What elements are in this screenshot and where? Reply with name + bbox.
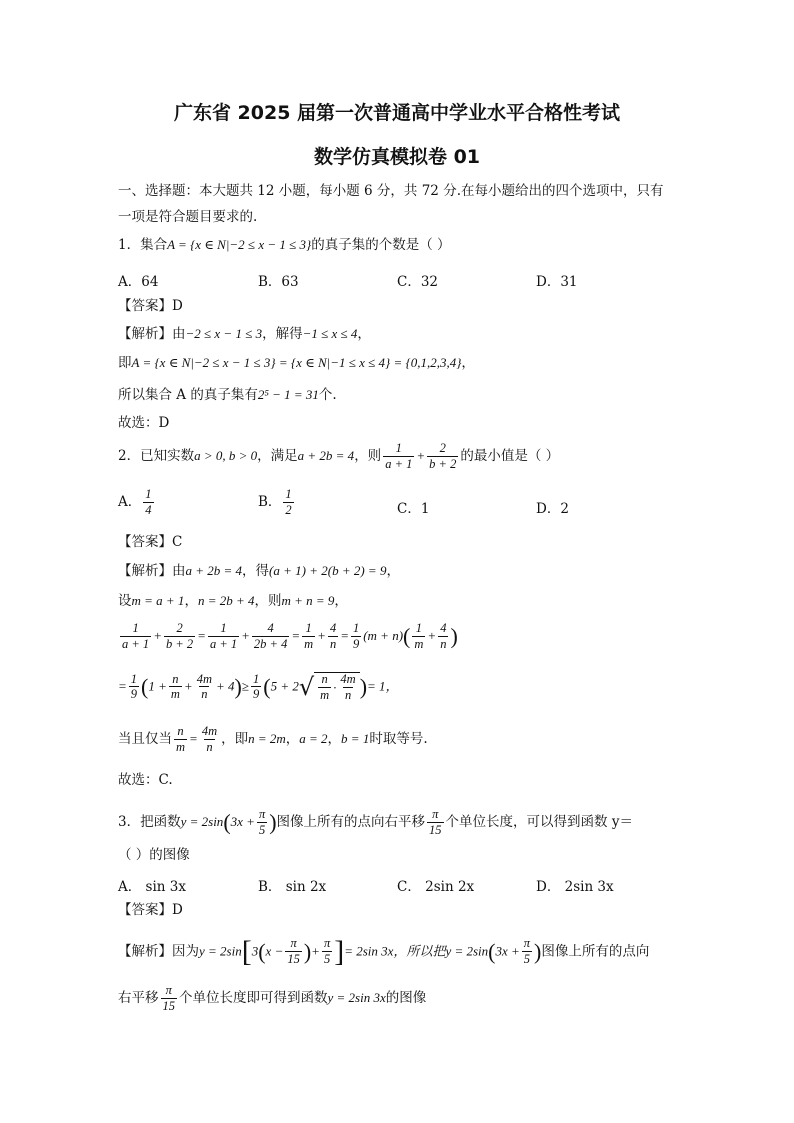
q3-option-b: B． sin 2x [258,879,327,895]
q2-option-c: C．1 [397,501,430,517]
q1-solution-line-2: 即A = {x ∈ N|−2 ≤ x − 1 ≤ 3} = {x ∈ N|−1 ≤ x ≤ 4} = {0,1,2,3,4}， [118,355,475,371]
q3-option-d: D． 2sin 3x [536,879,614,895]
q2-solution-line-2: 设m = a + 1，n = 2b + 4，则m + n = 9， [118,593,348,609]
q2-option-a: A． $\frac{1}{4}$ [118,487,152,517]
section-instruction-cont: 一项是符合题目要求的. [118,209,258,225]
fraction: $\frac{2}{b + 2}$ [429,441,457,471]
q1-solution-line-1: 【解析】由−2 ≤ x − 1 ≤ 3，解得−1 ≤ x ≤ 4， [118,326,371,342]
q2-choice: 故选：C. [118,772,173,788]
q1-solution-line-3: 所以集合 A 的真子集有2⁵ − 1 = 31个. [118,387,337,403]
q2-answer: 【答案】C [118,534,183,550]
fraction: $\frac{1}{a + 1}$ [385,441,413,471]
q2-solution-line-1: 【解析】由a + 2b = 4，得(a + 1) + 2(b + 2) = 9， [118,563,400,579]
q3-option-a: A． sin 3x [118,879,186,895]
document-subtitle: 数学仿真模拟卷 01 [313,146,481,168]
q1-answer: 【答案】D [118,298,183,314]
square-root: √ $\frac{n}{m}$ · $\frac{4m}{n}$ [299,672,360,702]
question-3: 3．把函数y = 2sin(3x + $\frac{\pi}{5}$ )图像上所有的点向右平移 $\frac{\pi}{15}$ 个单位长度，可以得到函数 y＝ [118,807,633,837]
q2-option-b: B． $\frac{1}{2}$ [258,487,292,517]
q2-solution-line-4: = $\frac{1}{9}$ (1 + $\frac{n}{m}$ + $\frac{4m}{n}$ + 4)≥ $\frac{1}{9}$ (5 + 2 √ $\frac{n}{m}$ · $\frac{4m}{n}$ )= 1， [118,671,399,702]
q3-answer: 【答案】D [118,902,183,918]
q1-set-expr: A = {x ∈ N|−2 ≤ x − 1 ≤ 3} [167,237,312,252]
q3-line-2: （ ）的图像 [118,847,190,863]
q2-solution-line-3: $\frac{1}{a + 1}$ + $\frac{2}{b + 2}$ = $\frac{1}{a + 1}$ + $\frac{4}{2b + 4}$ = $\frac{1}{m}$ + $\frac{4}{n}$ = $\frac{1}{9}$ (m + n)( $\frac{1}{m}$ + $\frac{4}{n}$ ) [122,621,458,651]
q1-choice: 故选：D [118,415,170,431]
q2-option-d: D．2 [536,501,569,517]
q3-option-c: C． 2sin 2x [397,879,475,895]
q2-solution-line-5: 当且仅当 $\frac{n}{m}$ = $\frac{4m}{n}$ ，即n = 2m，a = 2，b = 1时取等号. [118,724,428,754]
q1-option-c: C．32 [397,274,439,290]
q3-solution-line-2: 右平移 $\frac{\pi}{15}$ 个单位长度即可得到函数y = 2sin 3x的图像 [118,983,427,1013]
q3-solution-line-1: 【解析】因为y = 2sin[3(x − $\frac{\pi}{15}$ )+ $\frac{\pi}{5}$ ]= 2sin 3x，所以把y = 2sin(3x + $\frac{\pi}{5}$ )图像上所有的点向 [118,935,650,968]
question-1: 1．集合A = {x ∈ N|−2 ≤ x − 1 ≤ 3}的真子集的个数是（ ） [118,237,451,253]
document-title: 广东省 2025 届第一次普通高中学业水平合格性考试 [173,102,621,124]
q1-option-b: B．63 [258,274,299,290]
question-2: 2．已知实数a > 0, b > 0，满足a + 2b = 4，则 $\frac{1}{a + 1}$ + $\frac{2}{b + 2}$ 的最小值是（ ） [118,441,560,471]
section-instruction: 一、选择题：本大题共 12 小题，每小题 6 分，共 72 分.在每小题给出的四个选项中，只有 [118,183,664,199]
q1-option-a: A．64 [118,274,159,290]
q1-option-d: D．31 [536,274,578,290]
